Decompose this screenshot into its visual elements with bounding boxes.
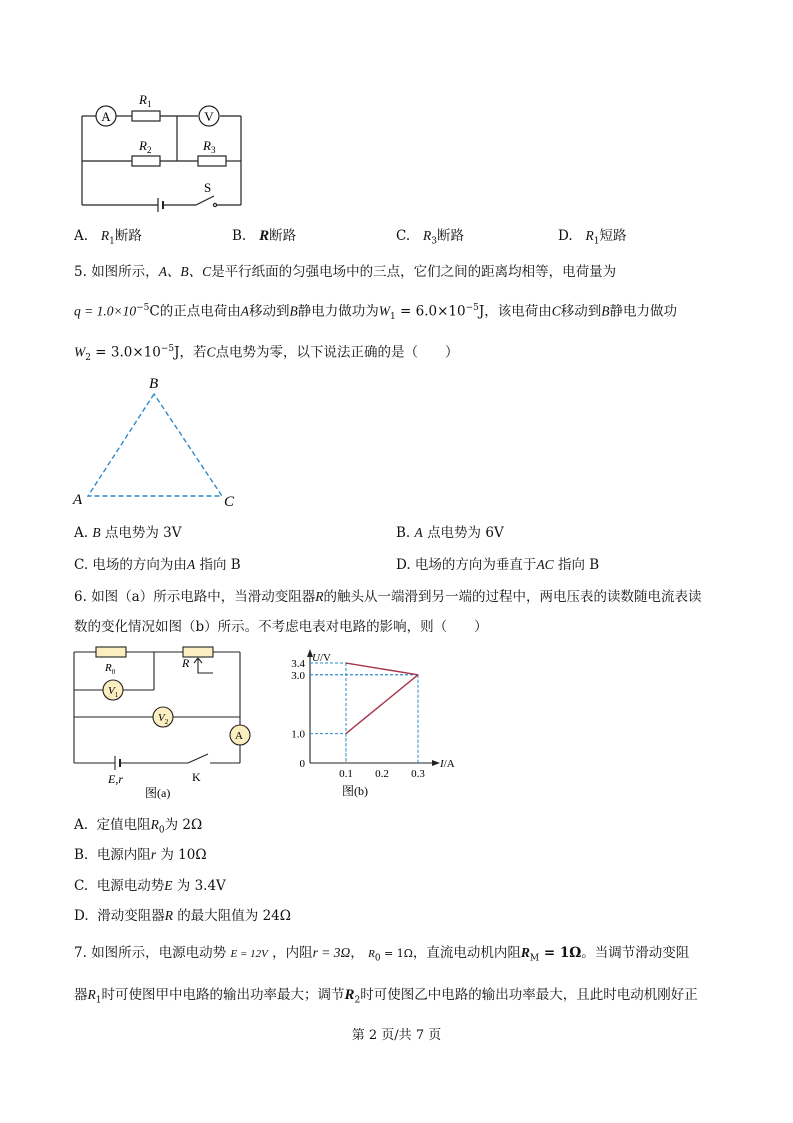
switch-label: S <box>204 180 212 195</box>
q6-option-d[interactable]: D. 滑动变阻器R 的最大阻值为 24Ω <box>74 908 291 924</box>
voltmeter-label: V <box>204 109 214 124</box>
v2-label: $V_2$ <box>158 712 169 726</box>
q7-line-1: 7. 如图所示，电源电动势 E = 12V ，内阻r = 3Ω， $R_0 = 1\Omega$，直流电动机内阻$R_M = 1\Omega$。当调节滑动变阻 <box>74 945 690 964</box>
page-footer: 第 2 页/共 7 页 <box>351 1028 442 1043</box>
q5-line-1: 5. 如图所示，A、B、C是平行纸面的匀强电场中的三点，它们之间的距离均相等，电荷量为 <box>74 264 617 280</box>
r1-label: $R_1$ <box>139 92 152 109</box>
r2-label: $R_2$ <box>139 138 152 155</box>
q5-line-2: $q = 1.0\times 10^{-5}C$的正点电荷由A移动到B静电力做功为$W_1 = 6.0\times 10^{-5}J$，该电荷由C移动到B静电力做功 <box>74 303 678 323</box>
x-tick-label: 0.3 <box>411 768 425 780</box>
q4-circuit-diagram <box>74 90 254 215</box>
q6-line-2: 数的变化情况如图（b）所示。不考虑电表对电路的影响，则（ ） <box>74 619 488 635</box>
battery-label: E,r <box>108 772 123 786</box>
v1-label: $V_1$ <box>108 685 119 699</box>
x-tick-label: 0.1 <box>339 768 353 780</box>
y-tick-label: 3.0 <box>291 669 305 682</box>
q5-line-3: $W_2 = 3.0\times 10^{-5}J$，若C点电势为零，以下说法正确的是（ ） <box>74 344 459 364</box>
x-axis-label: I/A <box>440 758 455 770</box>
y-tick-label: 0 <box>299 758 305 770</box>
q4-option-b[interactable]: B. R断路 <box>232 228 297 244</box>
r3-label: $R_3$ <box>203 138 216 155</box>
point-b-label: B <box>149 376 159 392</box>
y-tick-label: 3.4 <box>291 658 305 671</box>
q6-option-a[interactable]: A. 定值电阻$R_0$为 2Ω <box>74 817 203 836</box>
series-line-1 <box>346 663 418 675</box>
q4-option-a[interactable]: A. $R_1$断路 <box>74 228 142 247</box>
q4-option-c[interactable]: C. $R_3$断路 <box>396 228 464 247</box>
point-c-label: C <box>224 494 235 510</box>
q6-line-1: 6. 如图（a）所示电路中，当滑动变阻器R的触头从一端滑到另一端的过程中，两电压表的读数随电流表读 <box>74 589 702 605</box>
q5-option-d[interactable]: D. 电场的方向为垂直于AC 指向 B <box>396 557 600 573</box>
fig-b-caption: 图(b) <box>342 784 368 798</box>
q4-option-d[interactable]: D. $R_1$短路 <box>558 228 627 247</box>
ammeter-label: A <box>101 109 111 124</box>
q6-option-c[interactable]: C. 电源电动势E 为 3.4V <box>74 878 226 894</box>
q5-option-a[interactable]: A. B 点电势为 3V <box>74 525 182 541</box>
rheostat-label: R <box>182 656 190 670</box>
y-axis-label: U/V <box>312 652 331 664</box>
q5-option-b[interactable]: B. A 点电势为 6V <box>396 525 504 541</box>
q6-circuit-a <box>68 645 258 800</box>
q6-option-b[interactable]: B. 电源内阻r 为 10Ω <box>74 847 207 863</box>
ammeter-a-label: A <box>235 730 243 742</box>
q5-triangle-diagram <box>70 372 245 512</box>
switch-k-label: K <box>192 770 201 784</box>
fig-a-caption: 图(a) <box>145 786 171 800</box>
series-line-2 <box>346 675 418 734</box>
x-tick-label: 0.2 <box>375 768 389 780</box>
r0-label: $R_0$ <box>105 662 116 676</box>
point-a-label: A <box>73 492 83 508</box>
y-tick-label: 1.0 <box>291 728 305 741</box>
q6-chart-b <box>280 645 470 800</box>
q7-line-2: 器$R_1$时可使图甲中电路的输出功率最大；调节$R_2$时可使图乙中电路的输出功率最大，且此时电动机刚好正 <box>74 987 698 1006</box>
q5-option-c[interactable]: C. 电场的方向为由A 指向 B <box>74 557 241 573</box>
